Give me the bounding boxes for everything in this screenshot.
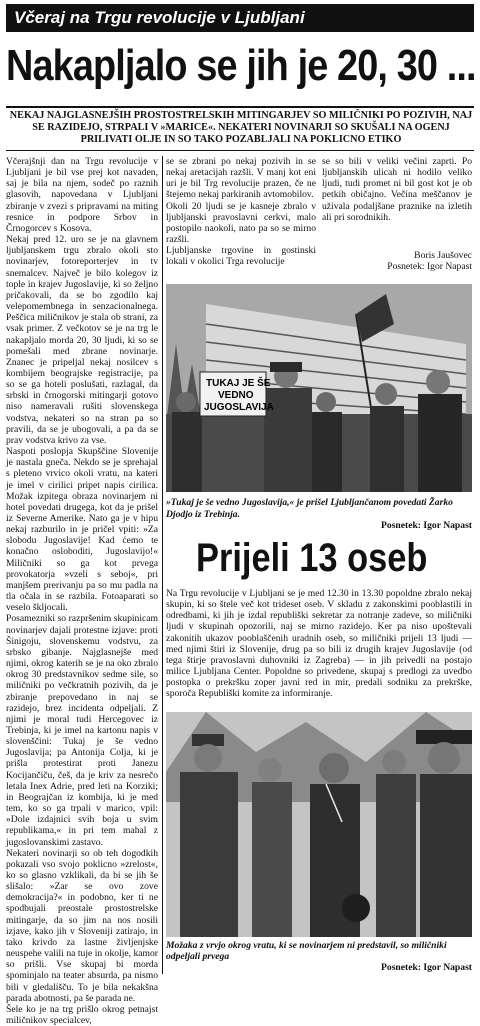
divider (6, 150, 474, 151)
protest-sign-line: VEDNO (218, 390, 254, 401)
article-column-2: se se zbrani po nekaj pozivih in se nekaj aretacijah razšli. V manj kot eni uri je bil Trg revolucije prazen, če ne štejemo nekaj parkiranih avtomobilov. Okoli 20 ljudi se je kasneje zbralo v ljubljanski pravoslavni cerkvi, malo postopilo naokoli, nato pa so se mirno razšli. Ljubljanske trgovine in gostinski lokali v okolici Trga revolucije (166, 156, 316, 268)
headline: Nakapljalo se jih je 20, 30 ... (6, 41, 476, 90)
sidebar-title: Prijeli 13 oseb (196, 536, 428, 580)
protest-photo (166, 284, 472, 492)
photo-caption: »Tukaj je še vedno Jugoslavija,« je prišel Ljubljančanom povedati Žarko Djodjo iz Trebinja. (166, 497, 453, 520)
protest-sign-line: JUGOSLAVIJA (204, 402, 274, 413)
column-divider (162, 156, 163, 974)
photo-credit: Posnetek: Igor Napast (381, 520, 472, 531)
photo-credit: Posnetek: Igor Napast (387, 261, 472, 272)
photo-caption: Možaka z vrvjo okrog vratu, ki se novinarjem ni predstavil, so miličniki odpeljali prvega (166, 940, 447, 962)
byline (322, 250, 472, 272)
section-banner: Včeraj na Trgu revolucije v Ljubljani (6, 4, 474, 32)
author-name: Boris Jaušovec (414, 250, 472, 261)
article-column-1: Včerajšnji dan na Trgu revolucije v Ljubljani je bil vse prej kot navaden, saj je bila na njem, sodeč po raznih glasovih, napovedana v Ljubljani zbiranje v zvezi s pripravami na miting resnice in podpore Srbov in Črnogorcev s Kosova. Nekaj pred 12. uro se je na glavnem ljubljanskem trgu zbralo okoli sto novinarjev, fotoreporterjev in tv snemalcev. Največ je bilo kolegov iz tople in krajev Jugoslavije, ki so željno pričakovali, da se bo zgodilo kaj velepomembnega in senzacionalnega. Peščica miličnikov je stala ob strani, za vsak primer. Z večkotov se je na trg le nakapljalo morda 20, 30 ljudi, ki so se pomešali med zbrane novinarje. Znanec je pripeljal nekaj nosilcev s kombijem beograjske registracije, pa so se ga hoteli poslušati, razlagal, da srbski in črnogorski mitingarji gotovo niso nameravali rušiti slovenskega vodstva, nekateri so na stran pa so pravili, da se je ubogovali, a pa da se prav vodstva krivo za vse. Naspoti poslopja Skupščine Slovenije je nastala gneča. Nekdo se je sprehajal s pleteno vrvico okoli vratu, na kateri je imel v cirilici pripet napis cirilica. Možak izpitega obraza novinarjem ni hotel povedati drugega, kot da je prišel iz Severne Amerike. Nato ga je v hipu nekaj razburilo in je pričel vpiti: »Za slobodu Jugoslavije! Kad ćemo te konačno osloboditi, Jugoslavijo!« Miličniki so ga kot prvega provokatorja »vzeli s seboj«, pri manjšem prerivanju pa so mu padla na tla očala in se razbila. Fotoaparati so veselo škljocali. Posamezniki so razpršenim skupinicam novinarjev dajali protestne izjave: proti Šinigoju, slovenskemu vodstvu, za srbsko gibanje. Najglasnejše med njimi, okrog katerih se je na oko zbralo okrog 30 predstavnikov sedme sile, so miličniki po večkratnih pozivih, da je zbiranje prepovedano in naj se razidejo, brez incidenta odpeljali. Z njimi je moral tudi Hercegovec iz Trebinja, ki je imel na kartonu napis v slovenščini: Tukaj je še vedno Jugoslavija; pa Antonija Colja, ki je prišla protestirat proti Janezu Kocijančiču, češ, da je kriv za nesrečo letala Inex Adrie, pred leti na Korziki; in Beograjčan iz kombija, ki je med tem, ko so ga trpali v marico, vpil: »Dole izdajnici svih boja u svim republikama,« in pri tem mahal z jugoslovanskimi zastavo. Nekateri novinarji so ob teh dogodkih pokazali vso svojo poklicno »zrelost«, ko so glasno vzklikali, da bi se jih še slišalo: »Zar se ovo zove demokracija?« in podobno, ker ti ne spodbujali preostale prostostrelske mitingarje, da so jim na nos nosili izjave, kako jih v Sloveniji zatirajo, in tako krivdo za lastne življenjske neuspehe valili na tuje in okolje, kamor so prišli. Vse skupaj bi morda spominjalo na teater absurda, pa nismo bili v gledališču. To je bila nekakšna parada abotnosti, pa še parada ne. Šele ko je na trg prišlo okrog petnajst miličnikov specialcev, (6, 156, 158, 1026)
lead-paragraph: NEKAJ NAJGLASNEJŠIH PROSTOSTRELSKIH MITINGARJEV SO MILIČNIKI PO POZIVIH, NAJ SE RAZIDEJO, STRPALI V »MARICE«. NEKATERI NOVINARJI SO SKUŠALI NA OGENJ PRILIVATI OLJE IN SO TAKO POZABLJALI NA POKLICNO ETIKO (9, 110, 473, 145)
sidebar-body: Na Trgu revolucije v Ljubljani se je med 12.30 in 13.30 popoldne zbralo nekaj skupin, ki so štele več kot trideset oseb. V skladu z zakonskimi pooblastili in odredbami, ki jih je izdal republiški sekretar za notranje zadeve, so miličniki ljudi v skupinah opozorili, naj se mirno razidejo. Ker pa niso upoštevali zakonitih ukazov pooblaščenih uradnih oseb, so miličniki prijeli 13 ljudi — med njimi štiri iz Slovenije, drug pa so bili iz drugih krajev Jugoslavije (od tega štirje pravoslavni duhovniki iz Zagreba) — in jih privedli na postajo milice Ljubljana Center. Popoldne so privedene, skupaj s predlogi za uvedbo postopka o prekršku zoper javni red in mir, predali sodniku za prekrške, sporoča Republiški komite za informiranje. (166, 588, 472, 700)
arrest-photo (166, 712, 472, 937)
divider (6, 106, 474, 108)
photo-credit: Posnetek: Igor Napast (381, 962, 472, 973)
article-column-3: se so bili v veliki večini zaprti. Po ljubljanskih ulicah ni hodilo veliko ljudi, tudi promet ni bil gost kot je ob petkih običajno. Večina meščanov je uživala podaljšane praznike na izletih ali pri sorodnikih. (322, 156, 472, 223)
protest-sign-line: TUKAJ JE ŠE (206, 378, 271, 389)
